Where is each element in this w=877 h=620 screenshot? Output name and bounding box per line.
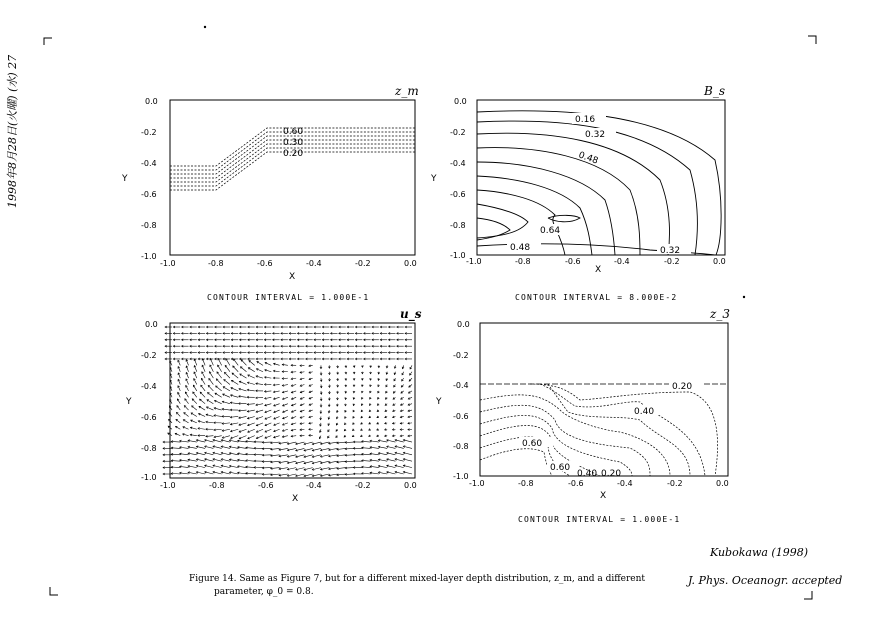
contour-label: 0.60: [522, 439, 543, 449]
y-tick-label: -0.8: [141, 221, 157, 230]
contour-interval: CONTOUR INTERVAL = 1.000E-1: [207, 293, 370, 302]
y-tick-label: 0.0: [457, 320, 470, 329]
contour-label: 0.40: [634, 407, 655, 417]
velocity-arrow: [200, 399, 206, 404]
x-axis-label: X: [289, 272, 296, 282]
velocity-arrow: [209, 372, 213, 378]
contour-lines: [480, 384, 728, 476]
y-tick-label: -1.0: [141, 473, 157, 482]
panel-title: z_m: [395, 84, 419, 98]
velocity-arrow: [184, 413, 189, 417]
y-tick-label: -0.6: [141, 413, 157, 422]
velocity-arrow: [201, 385, 205, 391]
crop-marks: [44, 36, 816, 599]
contour-label: 0.40: [577, 469, 598, 479]
contour-label: 0.32: [660, 246, 681, 256]
velocity-arrow: [240, 374, 247, 378]
x-ticks: [160, 481, 417, 490]
velocity-arrow: [184, 406, 188, 410]
x-tick-label: 0.0: [713, 257, 726, 266]
contour-interval: CONTOUR INTERVAL = 8.000E-2: [515, 293, 678, 302]
y-tick-label: -0.4: [453, 381, 469, 390]
x-tick-label: -0.4: [614, 257, 630, 266]
x-tick-label: 0.0: [404, 481, 417, 490]
x-tick-label: -1.0: [466, 257, 482, 266]
y-axis-label: Y: [122, 174, 128, 184]
velocity-arrow: [171, 461, 180, 462]
contour-label: 0.32: [585, 130, 606, 140]
x-tick-label: -0.8: [518, 479, 534, 488]
speck: [743, 296, 745, 298]
y-tick-label: -0.2: [141, 351, 157, 360]
contour-label: 0.60: [283, 127, 304, 137]
x-tick-label: -0.8: [515, 257, 531, 266]
velocity-arrow: [199, 406, 205, 410]
velocity-arrow: [192, 406, 197, 410]
y-tick-label: 0.0: [145, 97, 158, 106]
x-tick-label: -0.6: [257, 259, 273, 268]
velocity-arrow: [208, 385, 213, 390]
velocity-arrow: [223, 387, 230, 391]
plot-frame: [170, 100, 415, 255]
figure-caption-line1: Figure 14. Same as Figure 7, but for a different mixed-layer depth distribution, z_m, and a different: [189, 574, 646, 584]
margin-note: 1998年8月28日(火曜) (水) 27: [6, 54, 19, 208]
velocity-vector-field: [163, 326, 412, 477]
x-tick-label: -0.6: [258, 481, 274, 490]
y-axis-label: Y: [436, 397, 442, 407]
velocity-arrow: [218, 358, 222, 365]
x-tick-label: -0.2: [667, 479, 683, 488]
y-tick-label: -0.2: [450, 128, 466, 137]
velocity-arrow: [241, 360, 246, 366]
y-tick-label: 0.0: [145, 320, 158, 329]
y-ticks: [453, 320, 470, 481]
velocity-arrow: [216, 379, 221, 385]
x-tick-label: -0.4: [306, 481, 322, 490]
velocity-arrow: [224, 372, 229, 378]
plot-frame: [480, 323, 728, 476]
velocity-arrow: [171, 454, 180, 455]
y-tick-label: -0.4: [141, 382, 157, 391]
contour-label: 0.64: [540, 226, 561, 236]
x-tick-label: 0.0: [404, 259, 417, 268]
y-tick-label: -1.0: [453, 472, 469, 481]
y-tick-label: 0.0: [454, 97, 467, 106]
velocity-arrow: [200, 392, 205, 397]
panel-title: z_3: [710, 307, 730, 321]
y-tick-label: -0.4: [141, 159, 157, 168]
contour-label: 0.48: [576, 150, 600, 167]
panel-zm: [121, 84, 419, 302]
y-ticks: [141, 320, 158, 482]
velocity-arrow: [207, 400, 213, 404]
panel-bs: [430, 84, 726, 302]
speck: [204, 26, 206, 28]
x-tick-label: -0.4: [617, 479, 633, 488]
x-axis-label: X: [292, 494, 299, 504]
velocity-arrow: [208, 392, 214, 397]
velocity-arrow: [176, 412, 180, 416]
contour-label: 0.16: [575, 115, 596, 125]
velocity-arrow: [171, 448, 180, 449]
y-ticks: [450, 97, 467, 260]
x-tick-label: -1.0: [469, 479, 485, 488]
y-tick-label: -0.6: [453, 412, 469, 421]
velocity-arrow: [192, 399, 197, 404]
y-ticks: [141, 97, 158, 261]
y-tick-label: -0.4: [450, 159, 466, 168]
velocity-arrow: [249, 360, 255, 365]
x-tick-label: -0.6: [568, 479, 584, 488]
y-tick-label: -0.8: [141, 444, 157, 453]
x-tick-label: -0.4: [306, 259, 322, 268]
x-tick-label: 0.0: [716, 479, 729, 488]
velocity-arrow: [209, 378, 214, 384]
x-tick-label: -0.8: [208, 259, 224, 268]
x-ticks: [469, 479, 729, 488]
velocity-arrow: [171, 473, 180, 474]
contour-label: 0.20: [672, 382, 693, 392]
velocity-arrow: [193, 392, 197, 397]
contour-label: 0.60: [550, 463, 571, 473]
contour-label: 0.20: [283, 149, 304, 159]
x-tick-label: -0.2: [355, 259, 371, 268]
x-tick-label: -0.8: [209, 481, 225, 490]
contour-label: 0.48: [510, 243, 531, 253]
contour-label: 0.30: [283, 138, 304, 148]
y-tick-label: -0.8: [450, 221, 466, 230]
velocity-arrow: [171, 441, 180, 442]
velocity-arrow: [231, 380, 238, 384]
velocity-arrow: [248, 368, 254, 372]
x-ticks: [160, 259, 417, 268]
x-axis-label: X: [600, 491, 607, 501]
y-tick-label: -0.6: [450, 190, 466, 199]
velocity-arrow: [171, 467, 180, 468]
y-tick-label: -1.0: [141, 252, 157, 261]
velocity-arrow: [225, 365, 230, 371]
velocity-arrow: [232, 373, 238, 378]
x-axis-label: X: [595, 265, 602, 275]
velocity-arrow: [233, 366, 238, 372]
x-tick-label: -0.2: [664, 257, 680, 266]
velocity-arrow: [226, 359, 230, 366]
handwritten-author: Kubokawa (1998): [710, 546, 808, 559]
velocity-arrow: [215, 393, 222, 397]
y-axis-label: Y: [126, 397, 132, 407]
velocity-arrow: [216, 386, 222, 391]
velocity-arrow: [257, 361, 263, 365]
x-tick-label: -1.0: [160, 481, 176, 490]
velocity-arrow: [240, 367, 246, 372]
contour-label: 0.20: [601, 469, 622, 479]
contour-interval: CONTOUR INTERVAL = 1.000E-1: [518, 515, 681, 524]
y-tick-label: -0.8: [453, 442, 469, 451]
panel-us: [125, 307, 422, 504]
velocity-arrow: [233, 359, 238, 365]
y-tick-label: -1.0: [450, 251, 466, 260]
y-tick-label: -0.2: [453, 351, 469, 360]
x-tick-label: -1.0: [160, 259, 176, 268]
y-axis-label: Y: [431, 174, 437, 184]
velocity-arrow: [217, 372, 222, 378]
y-tick-label: -0.2: [141, 128, 157, 137]
velocity-arrow: [224, 379, 230, 384]
x-tick-label: -0.2: [355, 481, 371, 490]
panel-title: u_s: [400, 307, 422, 321]
y-tick-label: -0.6: [141, 190, 157, 199]
panel-title: B_s: [704, 84, 725, 98]
panel-z3: [435, 307, 730, 524]
x-tick-label: -0.6: [565, 257, 581, 266]
velocity-arrow: [185, 399, 189, 404]
velocity-arrow: [201, 378, 205, 384]
handwritten-journal: J. Phys. Oceanogr. accepted: [688, 574, 843, 587]
figure-caption-line2: parameter, φ_0 = 0.8.: [214, 587, 314, 597]
velocity-arrow: [218, 365, 222, 372]
